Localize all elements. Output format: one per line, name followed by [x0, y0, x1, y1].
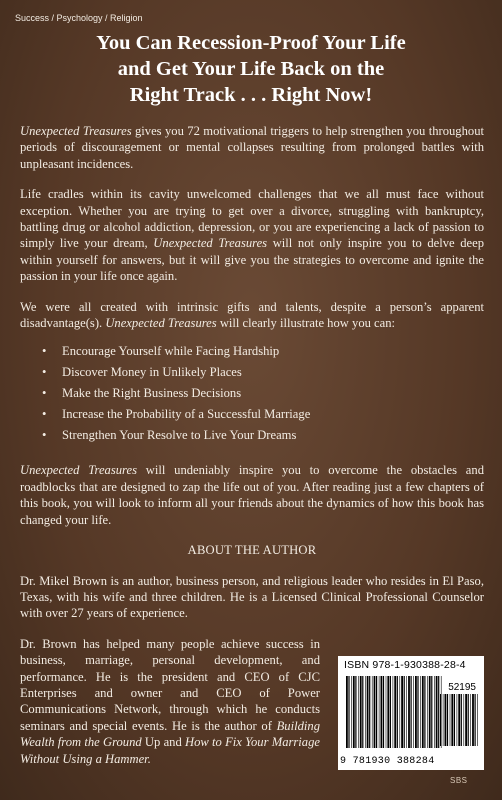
book-title-1: Building Wealth from the Ground: [20, 718, 320, 750]
isbn-barcode: [338, 656, 484, 770]
challenges-paragraph: Life cradles within its cavity unwelcomed challenges that we all must face without exception. Whether you are trying to get over a divorce, struggling with bankruptcy, battling drug or alcohol addiction, depression, or you are experiencing a lack of passion to simply live your dream, Unexpected Treasures will not only inspire you to delve deep within yourself for answers, but it will give you the strategies to overcome and ignite the passion in your life once again.: [20, 187, 484, 284]
barcode-digits: 9 781930 388284: [340, 756, 435, 767]
book-title: Unexpected Treasures: [20, 124, 132, 138]
list-item: • Discover Money in Unlikely Places: [42, 362, 484, 383]
list-item: • Increase the Probability of a Successful Marriage: [42, 404, 484, 425]
headline: [0, 30, 502, 108]
benefits-list: [20, 341, 484, 446]
about-author-heading: ABOUT THE AUTHOR: [187, 543, 317, 558]
book-title-2: How to Fix Your Marriage Without Using a Hammer.: [20, 735, 320, 766]
book-title: Unexpected Treasures: [105, 316, 217, 331]
headline-line-2: and Get Your Life Back on the: [117, 58, 385, 80]
price-barcode-bars: [440, 694, 478, 746]
list-item: • Make the Right Business Decisions: [42, 383, 484, 404]
book-title: Unexpected Treasures: [153, 236, 268, 251]
intro-text: gives you 72 motivational triggers to help strengthen you throughout periods of discouragement or mental collapses resulting from prolonged battles with unpleasant incidences.: [20, 124, 484, 171]
list-item: • Encourage Yourself while Facing Hardship: [42, 341, 484, 362]
category-label: Success / Psychology / Religion: [15, 13, 143, 23]
isbn-number: ISBN 978-1-930388-28-4: [344, 659, 466, 671]
gifts-paragraph: We were all created with intrinsic gifts and talents, despite a person’s apparent disadvantage(s). Unexpected Treasures will clearly illustrate how you can:: [20, 299, 484, 331]
inspire-paragraph: Unexpected Treasures will undeniably inspire you to overcome the obstacles and roadblocks that are designed to zap the life out of you. After reading just a few chapters of this book, you will look to inform all your friends about the dynamics of how this book has changed your life.: [20, 463, 484, 527]
headline-line-1: You Can Recession-Proof Your Life: [96, 32, 406, 54]
price-code: 52195: [448, 682, 476, 693]
author-credits-paragraph: Dr. Brown has helped many people achieve success in business, marriage, personal development, and performance. He is the president and CEO of CJC Enterprises and owner and CEO of Power Communications Network, through which he conducts seminars and special events. He is the author of Building Wealth from the Ground Up and How to Fix Your Marriage Without Using a Hammer.: [20, 636, 320, 766]
publisher-logo: SBS: [450, 776, 468, 785]
book-title: Unexpected Treasures: [20, 463, 137, 478]
headline-line-3: Right Track . . . Right Now!: [129, 84, 373, 106]
list-item: • Strengthen Your Resolve to Live Your Dreams: [42, 425, 484, 446]
about-author-paragraph: Dr. Mikel Brown is an author, business person, and religious leader who resides in El Paso, Texas, with his wife and three children. He is a Licensed Clinical Professional Counselor with over 27 years of experience.: [20, 573, 484, 621]
barcode-bars: [346, 676, 442, 748]
intro-paragraph: [20, 123, 484, 172]
